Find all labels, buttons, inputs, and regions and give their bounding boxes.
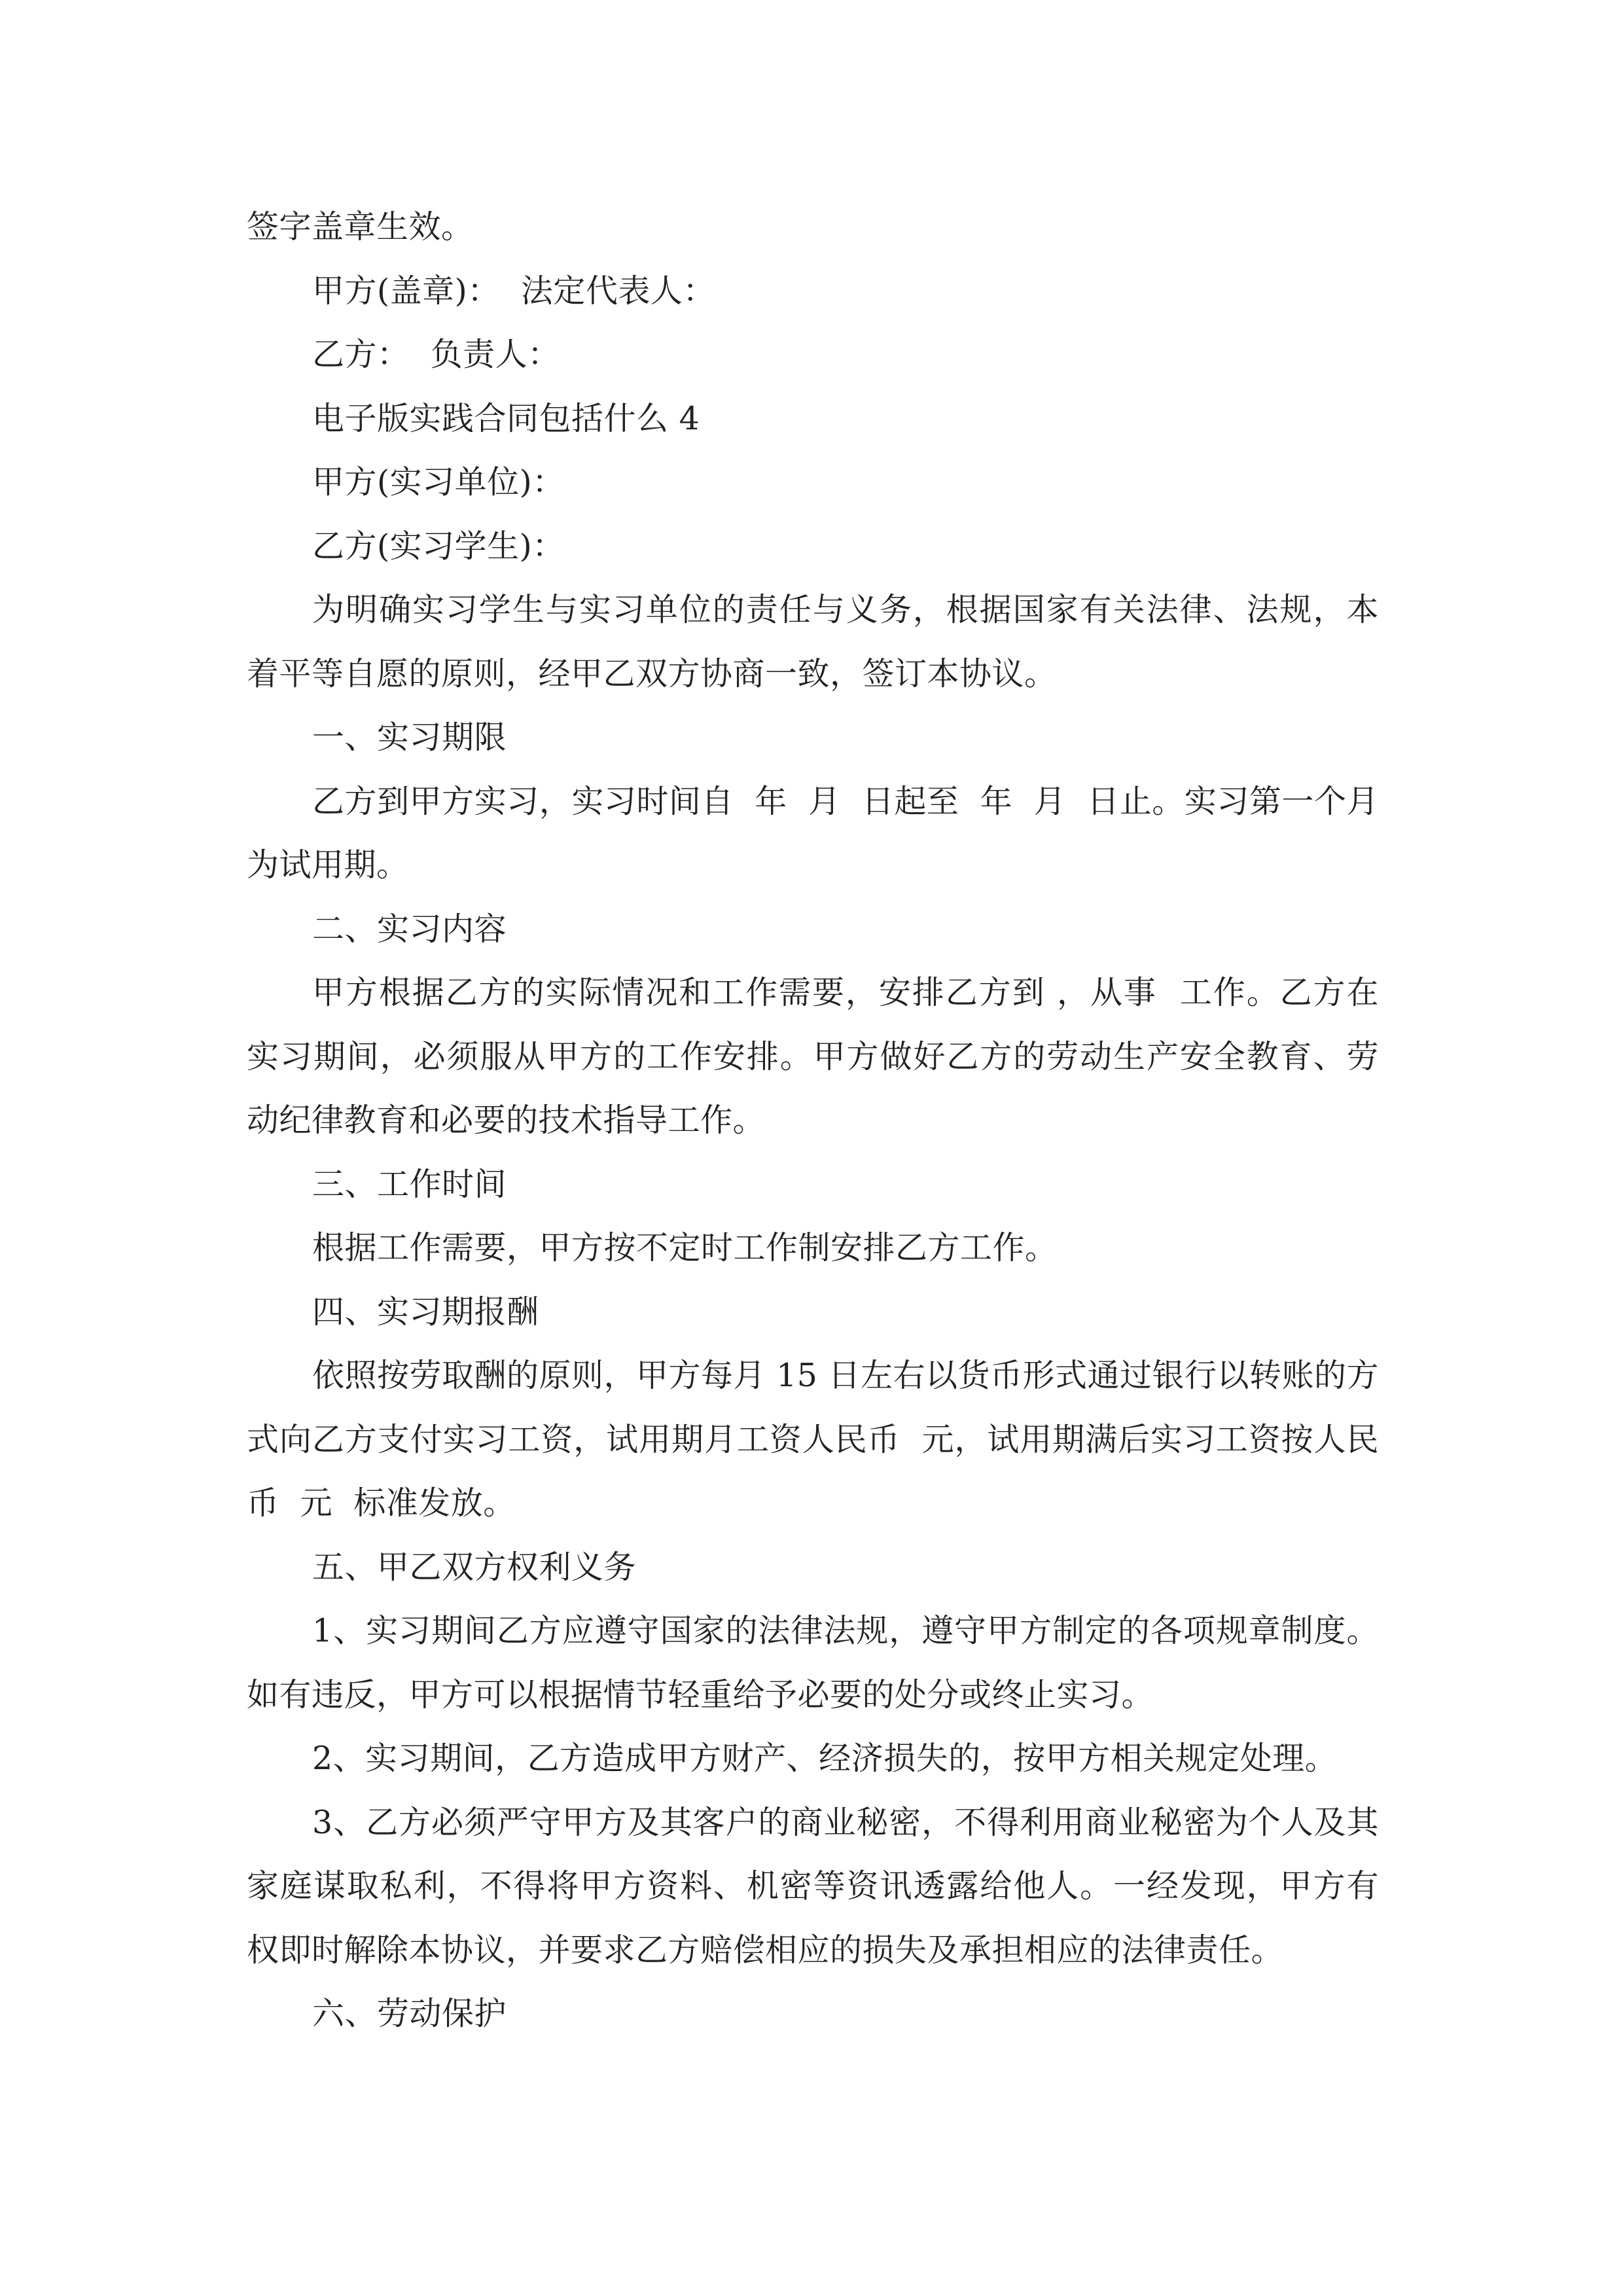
paragraph-internship-content: 甲方根据乙方的实际情况和工作需要，安排乙方到 ，从事 工作。乙方在实习期间，必须服从甲方的工作安排。甲方做好乙方的劳动生产安全教育、劳动纪律教育和必要的技术指导工作。 <box>247 974 1379 1139</box>
heading-internship-pay: 四、实习期报酬 <box>312 1293 539 1331</box>
paragraph-party-a-unit: 甲方(实习单位)： <box>312 463 565 501</box>
paragraph-signature-effective: 签字盖章生效。 <box>247 208 474 245</box>
paragraph-party-b-student: 乙方(实习学生)： <box>312 527 565 565</box>
heading-internship-content: 二、实习内容 <box>312 910 507 948</box>
paragraph-internship-period: 乙方到甲方实习，实习时间自 年 月 日起至 年 月 日止。实习第一个月为试用期。 <box>247 782 1379 884</box>
heading-rights-obligations: 五、甲乙双方权利义务 <box>312 1548 637 1586</box>
paragraph-preamble: 为明确实习学生与实习单位的责任与义务，根据国家有关法律、法规，本着平等自愿的原则，经甲乙双方协商一致，签订本协议。 <box>247 591 1379 692</box>
paragraph-party-a-seal: 甲方(盖章)： 法定代表人： <box>312 272 715 310</box>
document-body <box>247 195 1379 2046</box>
paragraph-obligation-1: 1、实习期间乙方应遵守国家的法律法规，遵守甲方制定的各项规章制度。如有违反，甲方可以根据情节轻重给予必要的处分或终止实习。 <box>247 1612 1379 1713</box>
heading-internship-period: 一、实习期限 <box>312 719 507 756</box>
heading-labor-protection: 六、劳动保护 <box>312 1995 507 2032</box>
paragraph-obligation-3: 3、乙方必须严守甲方及其客户的商业秘密，不得利用商业秘密为个人及其家庭谋取私利，不得将甲方资料、机密等资讯透露给他人。一经发现，甲方有权即时解除本协议，并要求乙方赔偿相应的损失及承担相应的法律责任。 <box>247 1803 1379 1969</box>
paragraph-working-hours: 根据工作需要，甲方按不定时工作制安排乙方工作。 <box>312 1229 1058 1266</box>
paragraph-internship-pay: 依照按劳取酬的原则，甲方每月 15 日左右以货币形式通过银行以转账的方式向乙方支付实习工资，试用期月工资人民币 元，试用期满后实习工资按人民币 元 标准发放。 <box>247 1357 1380 1522</box>
paragraph-obligation-2: 2、实习期间，乙方造成甲方财产、经济损失的，按甲方相关规定处理。 <box>312 1740 1338 1777</box>
heading-working-hours: 三、工作时间 <box>312 1165 507 1203</box>
paragraph-party-b-responsible: 乙方： 负责人： <box>312 336 560 373</box>
section-title-contract-4: 电子版实践合同包括什么 4 <box>312 399 700 437</box>
